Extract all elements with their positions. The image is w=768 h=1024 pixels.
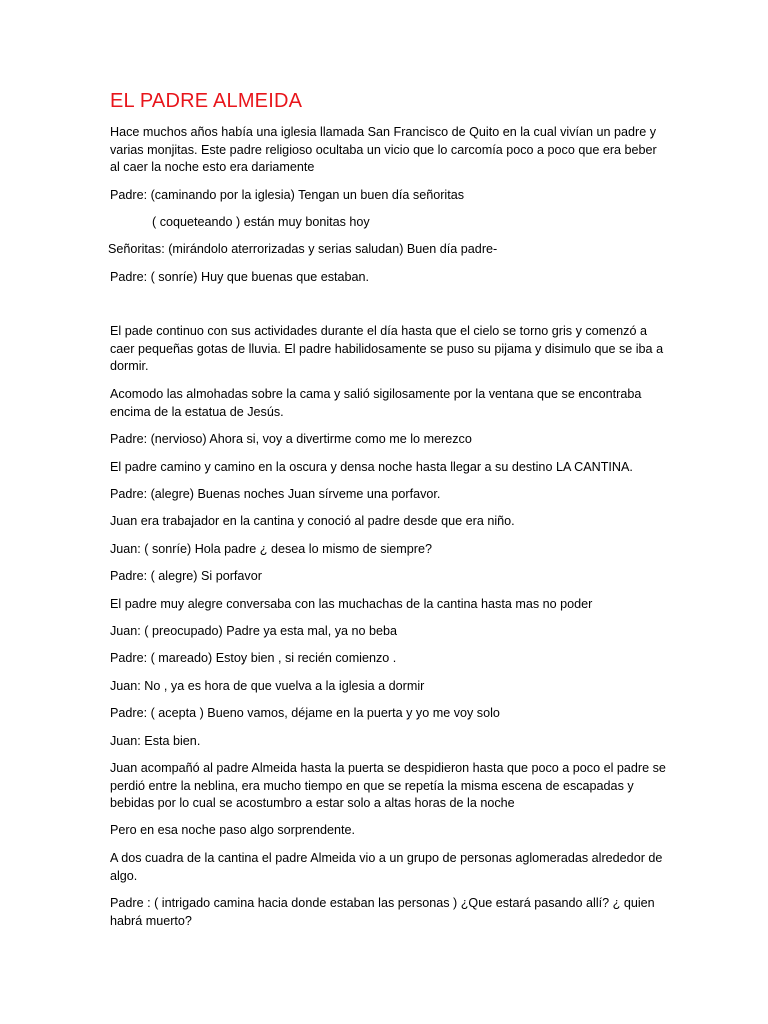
paragraph: Acomodo las almohadas sobre la cama y salió sigilosamente por la ventana que se encontraba encima de la estatua de Jesús. [110,387,642,419]
paragraph: Padre: ( alegre) Si porfavor [110,569,262,583]
paragraph: Padre: (nervioso) Ahora si, voy a divertirme como me lo merezco [110,432,472,446]
paragraph: Padre: ( acepta ) Bueno vamos, déjame en la puerta y yo me voy solo [110,706,500,720]
paragraph: Pero en esa noche paso algo sorprendente. [110,823,356,837]
paragraph: Padre: ( sonríe) Huy que buenas que estaban. [110,270,370,284]
paragraph: Padre: ( mareado) Estoy bien , si recién comienzo . [110,651,397,665]
paragraph: ( coqueteando ) están muy bonitas hoy [152,215,370,229]
paragraph: El padre muy alegre conversaba con las muchachas de la cantina hasta mas no poder [110,597,593,611]
paragraph: Juan: Esta bien. [110,734,201,748]
paragraph: El padre camino y camino en la oscura y densa noche hasta llegar a su destino LA CANTINA. [110,460,633,474]
paragraph: Padre : ( intrigado camina hacia donde estaban las personas ) ¿Que estará pasando allí? ¿ quien habrá muerto? [110,896,655,928]
paragraph: Juan era trabajador en la cantina y conoció al padre desde que era niño. [110,514,515,528]
paragraph: A dos cuadra de la cantina el padre Almeida vio a un grupo de personas aglomeradas alrededor de algo. [110,851,663,883]
paragraph: Padre: (caminando por la iglesia) Tengan un buen día señoritas [110,188,465,202]
paragraph: Señoritas: (mirándolo aterrorizadas y serias saludan) Buen día padre- [108,242,498,256]
paragraph: Padre: (alegre) Buenas noches Juan sírveme una porfavor. [110,487,441,501]
document-title: EL PADRE ALMEIDA [110,90,303,112]
paragraph: Juan: ( sonríe) Hola padre ¿ desea lo mismo de siempre? [110,542,432,556]
paragraph: El pade continuo con sus actividades durante el día hasta que el cielo se torno gris y comenzó a caer pequeñas gotas de lluvia. El padre habilidosamente se puso su pijama y disimulo que se iba a dormir. [110,324,664,373]
paragraph: Juan: ( preocupado) Padre ya esta mal, ya no beba [110,624,398,638]
paragraph: Juan: No , ya es hora de que vuelva a la iglesia a dormir [110,679,425,693]
paragraph: Juan acompañó al padre Almeida hasta la puerta se despidieron hasta que poco a poco el padre se perdió entre la neblina, era mucho tiempo en que se repetía la misma escena de escapadas y bebidas por lo cual se acostumbro a estar solo a altas horas de la noche [110,761,666,810]
paragraph: Hace muchos años había una iglesia llamada San Francisco de Quito en la cual vivían un padre y varias monjitas. Este padre religioso ocultaba un vicio que lo carcomía poco a poco que era beber al caer la noche esto era dariamente [110,125,657,174]
